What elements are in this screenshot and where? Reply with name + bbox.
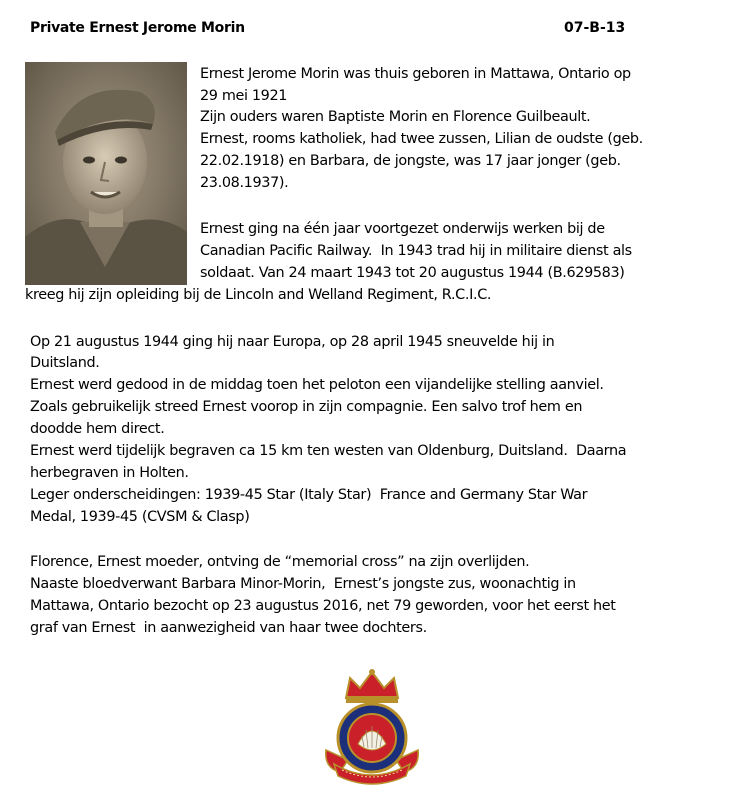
body-line: Duitsland.	[30, 355, 100, 371]
page-title: Private Ernest Jerome Morin	[30, 20, 245, 36]
regiment-badge-icon	[322, 668, 422, 786]
body-line: kreeg hij zijn opleiding bij de Lincoln and Welland Regiment, R.C.I.C.	[25, 287, 492, 303]
bio-line: Ernest, rooms katholiek, had twee zussen, Lilian de oudste (geb.	[200, 131, 643, 147]
body-line: Florence, Ernest moeder, ontving de “memorial cross” na zijn overlijden.	[30, 554, 530, 570]
body-line: Ernest werd tijdelijk begraven ca 15 km ten westen van Oldenburg, Duitsland. Daarna	[30, 443, 627, 459]
body-line: Medal, 1939-45 (CVSM & Clasp)	[30, 509, 250, 525]
body-line: Zoals gebruikelijk streed Ernest voorop in zijn compagnie. Een salvo trof hem en	[30, 399, 583, 415]
bio-line: Canadian Pacific Railway. In 1943 trad hij in militaire dienst als	[200, 243, 632, 259]
bio-line: Ernest Jerome Morin was thuis geboren in Mattawa, Ontario op	[200, 66, 631, 82]
body-line: Op 21 augustus 1944 ging hij naar Europa, op 28 april 1945 sneuvelde hij in	[30, 334, 555, 350]
body-line: Ernest werd gedood in de middag toen het peloton een vijandelijke stelling aanviel.	[30, 377, 604, 393]
body-line: Naaste bloedverwant Barbara Minor-Morin, Ernest’s jongste zus, woonachtig in	[30, 576, 576, 592]
body-line: Mattawa, Ontario bezocht op 23 augustus 2016, net 79 geworden, voor het eerst het	[30, 598, 616, 614]
body-line: Leger onderscheidingen: 1939-45 Star (Italy Star) France and Germany Star War	[30, 487, 588, 503]
bio-line: soldaat. Van 24 maart 1943 tot 20 augustus 1944 (B.629583)	[200, 265, 625, 281]
grave-code: 07-B-13	[564, 20, 626, 36]
bio-line: Ernest ging na één jaar voortgezet onderwijs werken bij de	[200, 221, 605, 237]
bio-line: 23.08.1937).	[200, 175, 289, 191]
body-line: herbegraven in Holten.	[30, 465, 189, 481]
portrait-photo	[25, 62, 187, 285]
body-line: doodde hem direct.	[30, 421, 165, 437]
bio-line: 29 mei 1921	[200, 88, 288, 104]
bio-line: 22.02.1918) en Barbara, de jongste, was 17 jaar jonger (geb.	[200, 153, 621, 169]
body-line: graf van Ernest in aanwezigheid van haar twee dochters.	[30, 620, 427, 636]
bio-line: Zijn ouders waren Baptiste Morin en Florence Guilbeault.	[200, 109, 591, 125]
